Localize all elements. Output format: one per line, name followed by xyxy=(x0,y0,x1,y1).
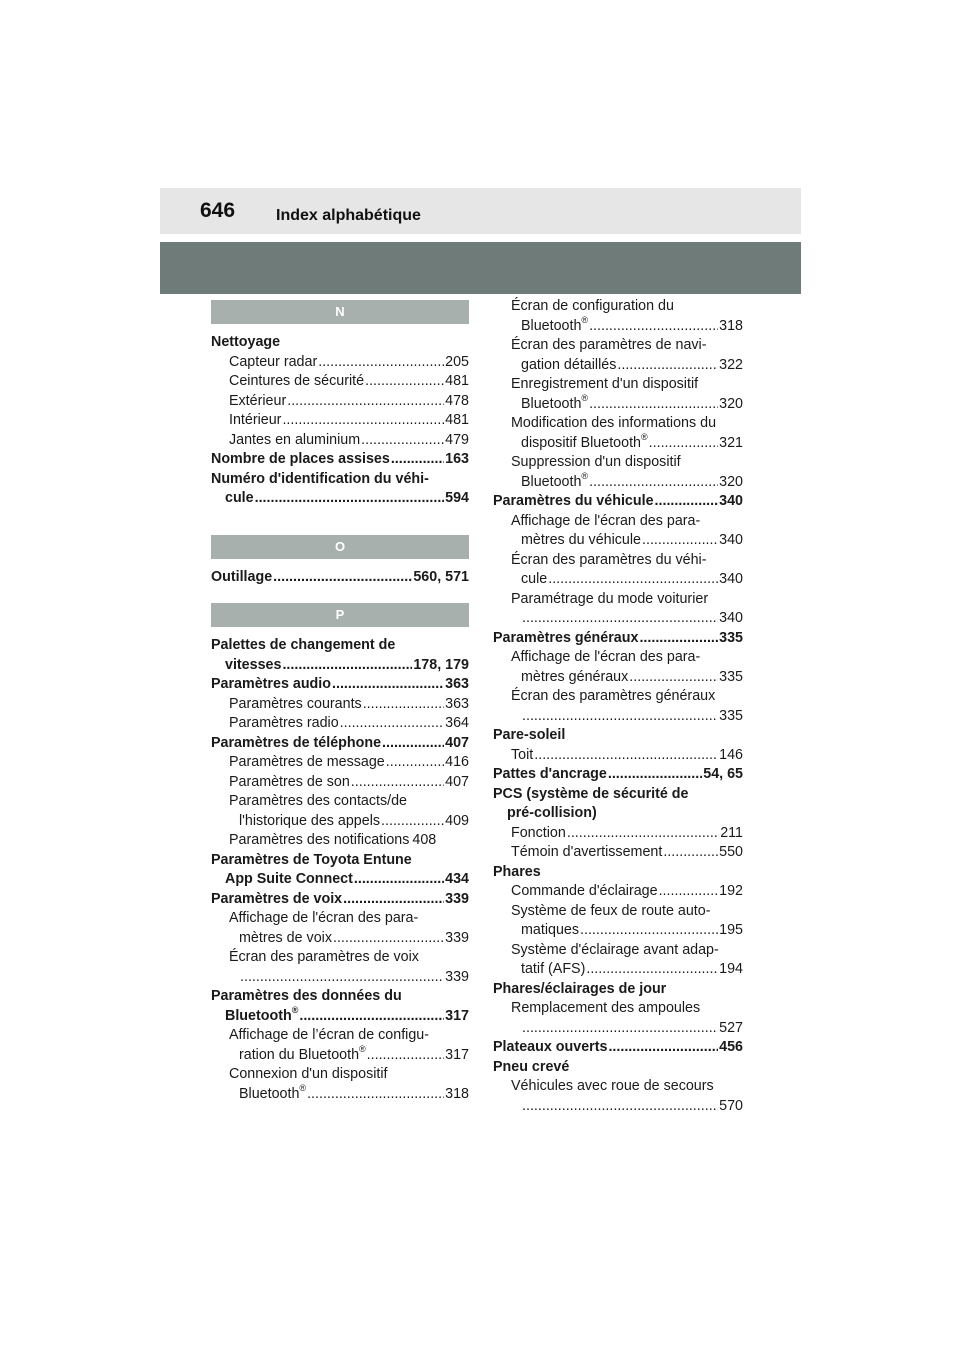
index-entry: Nettoyage xyxy=(211,334,281,350)
header-divider-band xyxy=(160,242,801,294)
page-title: Index alphabétique xyxy=(276,207,421,224)
index-column-left xyxy=(211,300,469,1104)
index-entry[interactable]: Paramètres des notifications 408 xyxy=(229,832,437,848)
index-entry: Écran des paramètres généraux xyxy=(511,688,716,704)
index-entry[interactable]: Pattes d'ancrage ..... 54, 65 xyxy=(493,765,743,785)
letter-heading-o: O xyxy=(211,535,469,559)
index-entry[interactable]: cule ..... 340 xyxy=(493,570,743,590)
index-entry[interactable]: Capteur radar ..... 205 xyxy=(211,353,469,373)
index-entry[interactable]: cule ..... 594 xyxy=(211,489,469,509)
index-entry: Connexion d'un dispositif xyxy=(229,1066,388,1082)
index-entry: Paramètres des données du xyxy=(211,988,402,1004)
index-entry: Affichage de l'écran des para- xyxy=(229,910,419,926)
index-entry[interactable]: Plateaux ouverts ..... 456 xyxy=(493,1038,743,1058)
registered-mark: ® xyxy=(359,1043,366,1054)
index-entry[interactable]: ration du Bluetooth® ..... 317 xyxy=(211,1046,469,1066)
index-entry: Suppression d'un dispositif xyxy=(511,454,681,470)
index-entry[interactable]: Toit ..... 146 xyxy=(493,746,743,766)
index-entry: Véhicules avec roue de secours xyxy=(511,1078,714,1094)
registered-mark: ® xyxy=(581,392,589,403)
index-entry[interactable]: ..... 570 xyxy=(493,1097,743,1117)
index-entry[interactable]: Paramètres de voix ..... 339 xyxy=(211,890,469,910)
index-entry[interactable]: Bluetooth® ..... 318 xyxy=(211,1085,469,1105)
index-entry: Modification des informations du xyxy=(511,415,717,431)
index-entry: Écran des paramètres de voix xyxy=(229,949,419,965)
index-entry[interactable]: ..... 340 xyxy=(493,609,743,629)
index-entry[interactable]: Paramètres courants ..... 363 xyxy=(211,695,469,715)
index-entry: Phares xyxy=(493,863,541,880)
index-entry: Écran de configuration du xyxy=(511,298,674,314)
index-entry[interactable]: mètres de voix ..... 339 xyxy=(211,929,469,949)
index-entry[interactable]: gation détaillés ..... 322 xyxy=(493,356,743,376)
index-entry[interactable]: mètres du véhicule ..... 340 xyxy=(493,531,743,551)
registered-mark: ® xyxy=(581,470,589,481)
page-number: 646 xyxy=(200,199,236,222)
index-entry: Pneu crevé xyxy=(493,1058,570,1075)
registered-mark: ® xyxy=(641,431,648,442)
index-entry: PCS (système de sécurité de xyxy=(493,785,689,802)
index-entry: Système de feux de route auto- xyxy=(511,902,711,919)
index-entry[interactable]: Témoin d'avertissement ..... 550 xyxy=(493,843,743,863)
index-entry: Phares/éclairages de jour xyxy=(493,980,667,997)
index-entry[interactable]: Paramètres de son ..... 407 xyxy=(211,773,469,793)
index-entry: Enregistrement d'un dispositif xyxy=(511,376,699,392)
index-entry[interactable]: ..... 339 xyxy=(211,968,469,988)
index-entry: Palettes de changement de xyxy=(211,637,396,653)
index-entry: Système d'éclairage avant adap- xyxy=(511,941,719,958)
index-entry: Affichage de l'écran des para- xyxy=(511,512,701,529)
index-entry[interactable]: Paramètres généraux ..... 335 xyxy=(493,629,743,649)
index-entry[interactable]: Nombre de places assises ..... 163 xyxy=(211,450,469,470)
index-entry: Numéro d'identification du véhi- xyxy=(211,470,429,487)
index-entry: Affichage de l’écran de configu- xyxy=(229,1027,430,1043)
index-entry[interactable]: Intérieur ..... 481 xyxy=(211,411,469,431)
index-entry[interactable]: Paramètres de message ..... 416 xyxy=(211,753,469,773)
index-entry[interactable]: Paramètres de téléphone ..... 407 xyxy=(211,734,469,754)
index-entry[interactable]: Paramètres audio ..... 363 xyxy=(211,675,469,695)
letter-heading-n: N xyxy=(211,300,469,324)
index-entry: Écran des paramètres du véhi- xyxy=(511,551,707,568)
index-entry: Affichage de l'écran des para- xyxy=(511,649,701,665)
index-entry[interactable]: matiques ..... 195 xyxy=(493,921,743,941)
index-entry[interactable]: Ceintures de sécurité ..... 481 xyxy=(211,372,469,392)
registered-mark: ® xyxy=(291,1004,299,1015)
index-entry[interactable]: Commande d'éclairage ..... 192 xyxy=(493,882,743,902)
header-band xyxy=(160,188,801,234)
letter-heading-p: P xyxy=(211,603,469,627)
registered-mark: ® xyxy=(299,1082,307,1093)
index-entry[interactable]: Paramètres du véhicule ..... 340 xyxy=(493,492,743,512)
index-entry[interactable]: Extérieur ..... 478 xyxy=(211,392,469,412)
index-entry[interactable]: ..... 335 xyxy=(493,707,743,727)
index-entry: pré-collision) xyxy=(507,805,597,821)
index-entry: Écran des paramètres de navi- xyxy=(511,337,707,353)
index-entry[interactable]: vitesses ..... 178, 179 xyxy=(211,656,469,676)
index-entry[interactable]: Jantes en aluminium ..... 479 xyxy=(211,431,469,451)
index-entry[interactable]: l'historique des appels ..... 409 xyxy=(211,812,469,832)
index-entry[interactable]: Outillage ..... 560, 571 xyxy=(211,568,469,588)
registered-mark: ® xyxy=(581,314,589,325)
index-entry: Remplacement des ampoules xyxy=(511,1000,701,1016)
index-entry: Pare-soleil xyxy=(493,727,566,743)
index-entry[interactable]: Bluetooth® ..... 320 xyxy=(493,395,743,415)
index-entry[interactable]: ..... 527 xyxy=(493,1019,743,1039)
index-entry[interactable]: Bluetooth® ..... 317 xyxy=(211,1007,469,1027)
index-entry[interactable]: Paramètres radio ..... 364 xyxy=(211,714,469,734)
index-entry[interactable]: Fonction ..... 211 xyxy=(493,824,743,844)
index-entry: Paramètres de Toyota Entune xyxy=(211,851,412,868)
index-entry[interactable]: mètres généraux ..... 335 xyxy=(493,668,743,688)
index-entry[interactable]: tatif (AFS) ..... 194 xyxy=(493,960,743,980)
index-entry[interactable]: dispositif Bluetooth® ..... 321 xyxy=(493,434,743,454)
index-entry: Paramètres des contacts/de xyxy=(229,793,408,809)
index-entry[interactable]: Bluetooth® ..... 320 xyxy=(493,473,743,493)
index-entry[interactable]: Bluetooth® ..... 318 xyxy=(493,317,743,337)
index-entry[interactable]: App Suite Connect ..... 434 xyxy=(211,870,469,890)
index-entry: Paramétrage du mode voiturier xyxy=(511,590,709,607)
index-column-right xyxy=(493,297,743,1116)
